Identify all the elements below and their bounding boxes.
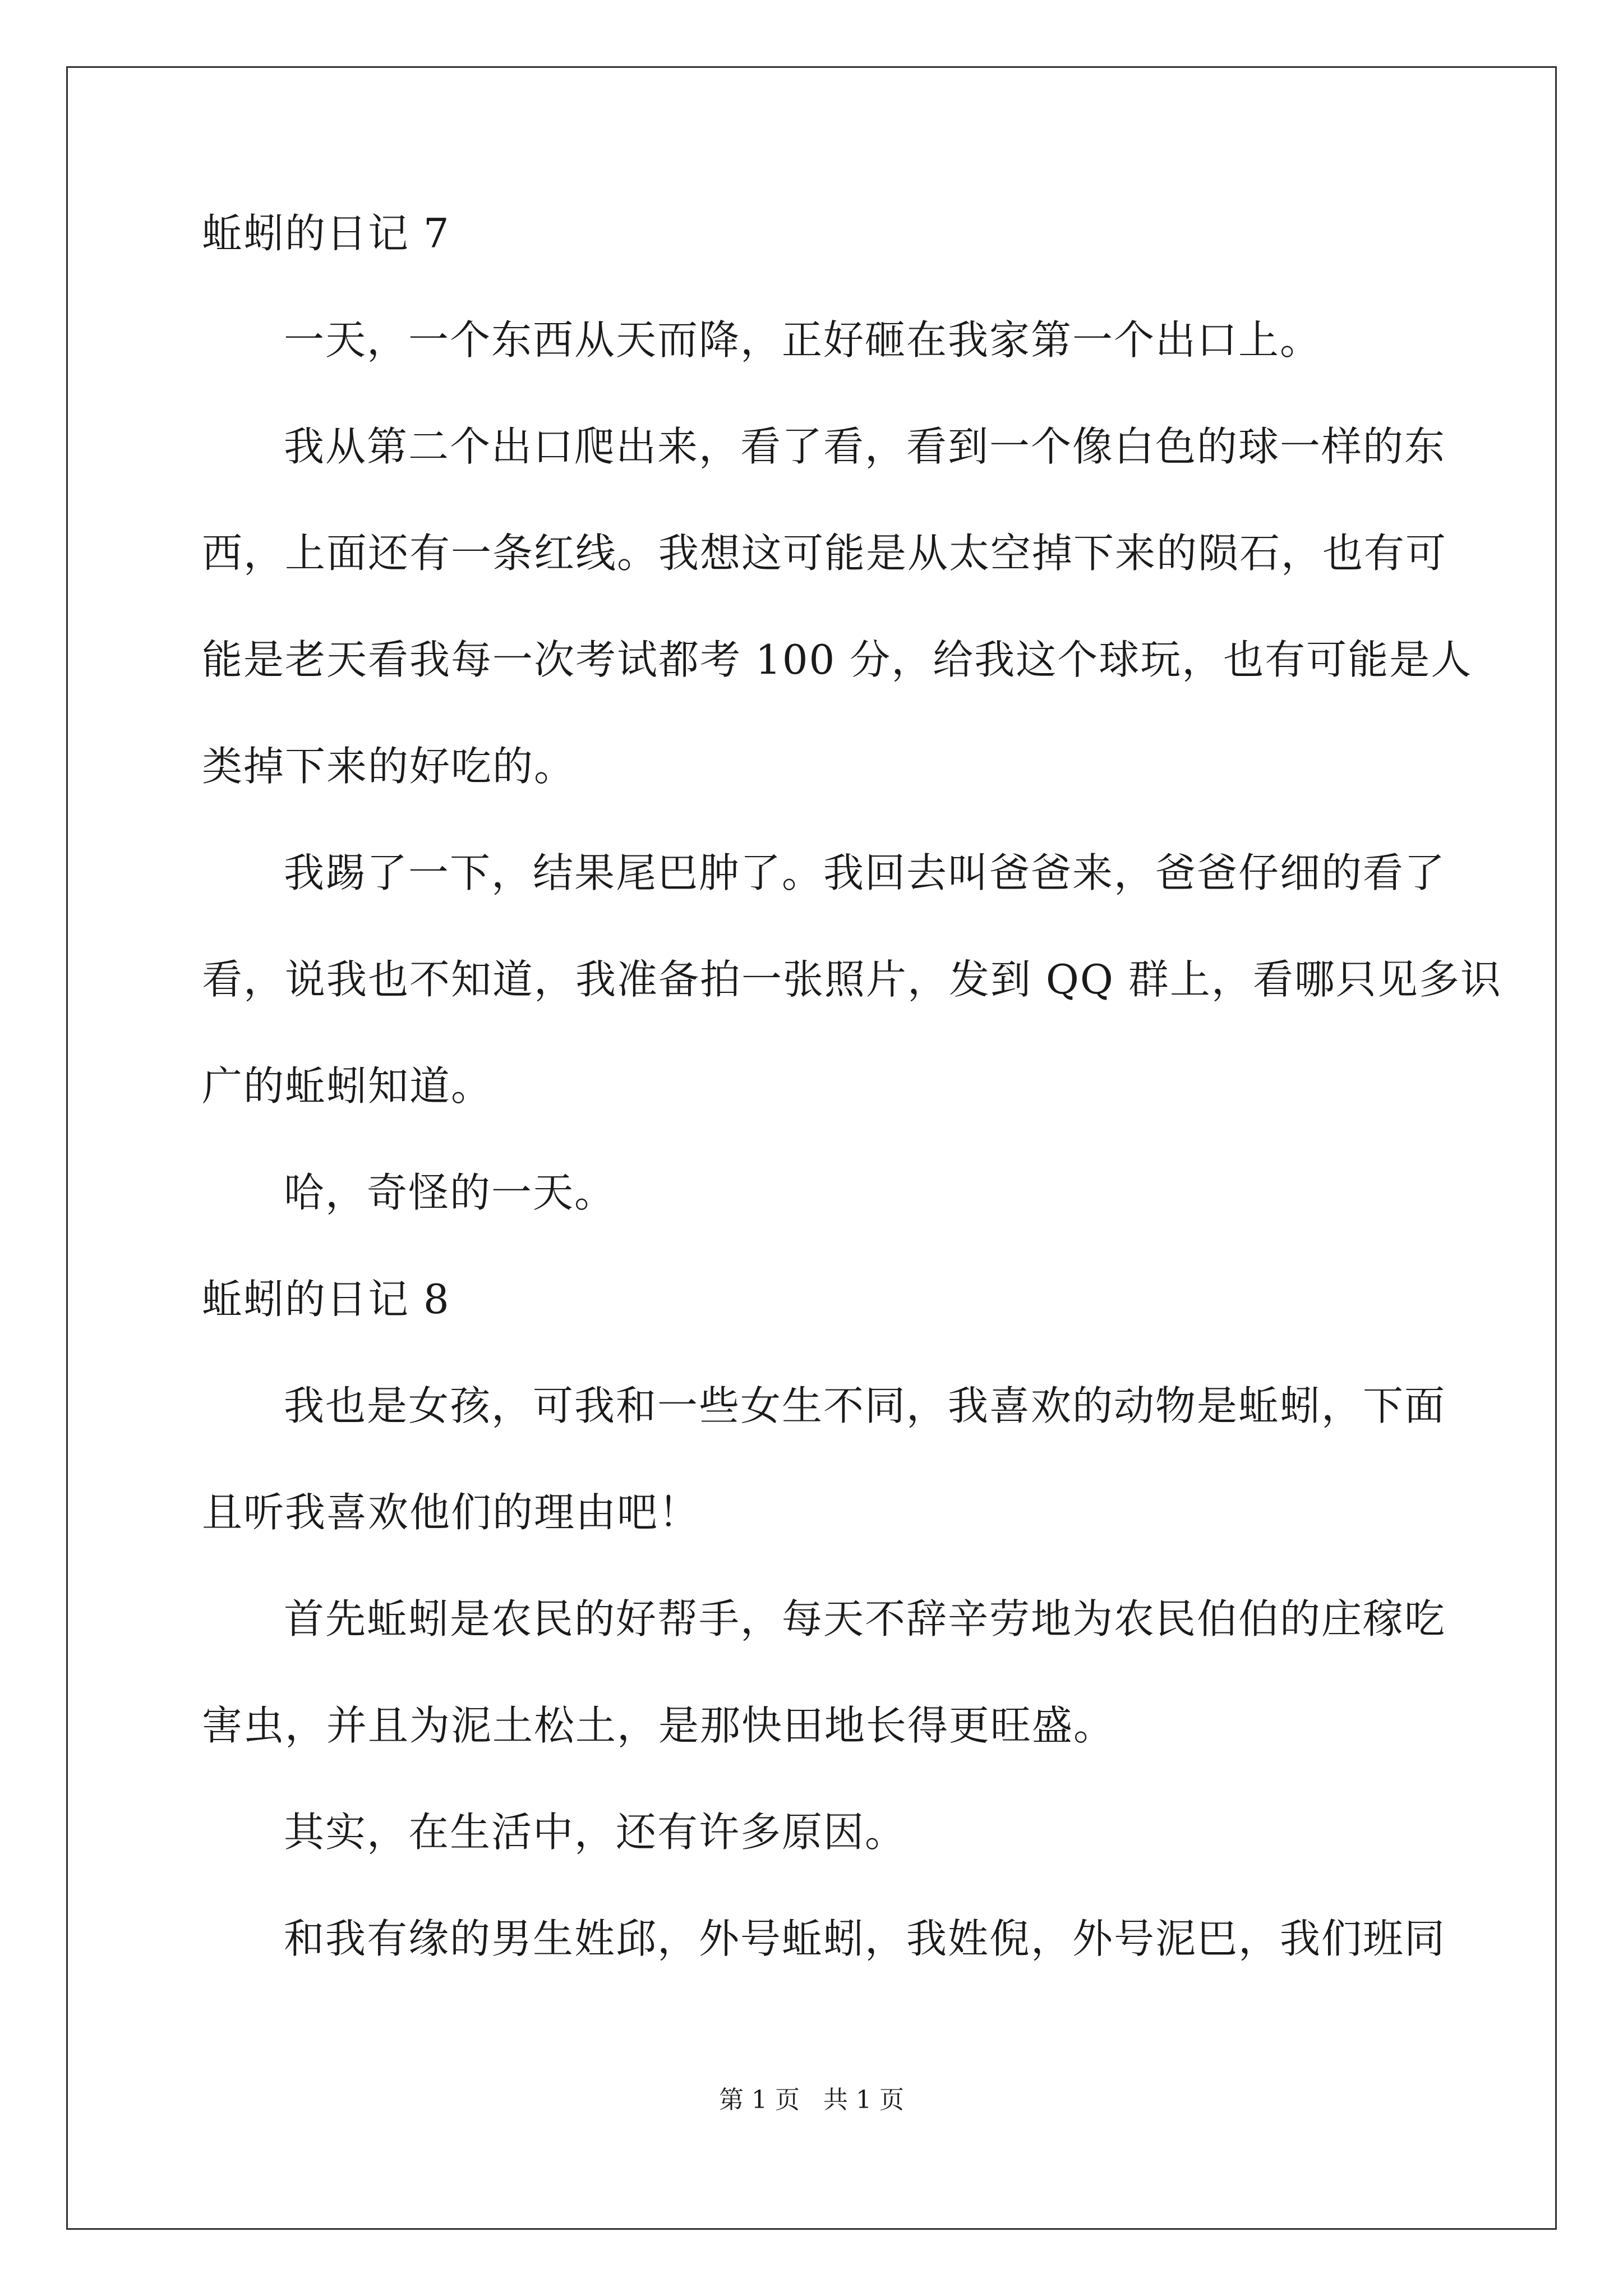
paragraph — [202, 316, 1424, 364]
paragraph-line: 和我有缘的男生姓邱，外号蚯蚓，我姓倪，外号泥巴，我们班同 — [284, 1915, 1446, 1962]
page-number: 第 1 页 — [719, 2086, 800, 2114]
paragraph-line: 我从第二个出口爬出来，看了看，看到一个像白色的球一样的东 — [284, 423, 1446, 470]
paragraph — [202, 1169, 1424, 1216]
document-body — [202, 210, 1502, 1962]
paragraph-line: 哈，奇怪的一天。 — [284, 1169, 616, 1216]
paragraph-line: 其实，在生活中，还有许多原因。 — [284, 1809, 907, 1856]
paragraph-line: 害虫，并且为泥土松土，是那快田地长得更旺盛。 — [202, 1702, 1115, 1749]
paragraph-line: 看，说我也不知道，我准备拍一张照片，发到 QQ 群上，看哪只见多识 — [202, 956, 1502, 1003]
paragraph-line: 一天，一个东西从天而降，正好砸在我家第一个出口上。 — [284, 316, 1322, 364]
paragraph-line: 西，上面还有一条红线。我想这可能是从太空掉下来的陨石，也有可 — [202, 530, 1447, 577]
section-title: 蚯蚓的日记 7 — [202, 210, 450, 257]
page-total: 共 1 页 — [823, 2086, 904, 2114]
paragraph-line: 能是老天看我每一次考试都考 100 分，给我这个球玩，也有可能是人 — [202, 636, 1473, 683]
paragraph — [202, 423, 1473, 790]
paragraph — [202, 1915, 1446, 1962]
paragraph — [202, 1809, 1424, 1856]
section-title: 蚯蚓的日记 8 — [202, 1276, 450, 1323]
paragraph-line: 类掉下来的好吃的。 — [202, 743, 576, 790]
paragraph-line: 且听我喜欢他们的理由吧！ — [202, 1489, 700, 1536]
paragraph-line: 首先蚯蚓是农民的好帮手，每天不辞辛劳地为农民伯伯的庄稼吃 — [284, 1595, 1446, 1642]
paragraph-line: 广的蚯蚓知道。 — [202, 1062, 493, 1110]
paragraph-line: 我也是女孩，可我和一些女生不同，我喜欢的动物是蚯蚓，下面 — [284, 1382, 1446, 1429]
paragraph — [202, 849, 1502, 1110]
page-footer — [0, 2088, 1623, 2113]
paragraph — [202, 1382, 1446, 1536]
paragraph — [202, 1595, 1446, 1749]
paragraph-line: 我踢了一下，结果尾巴肿了。我回去叫爸爸来，爸爸仔细的看了 — [284, 849, 1446, 896]
